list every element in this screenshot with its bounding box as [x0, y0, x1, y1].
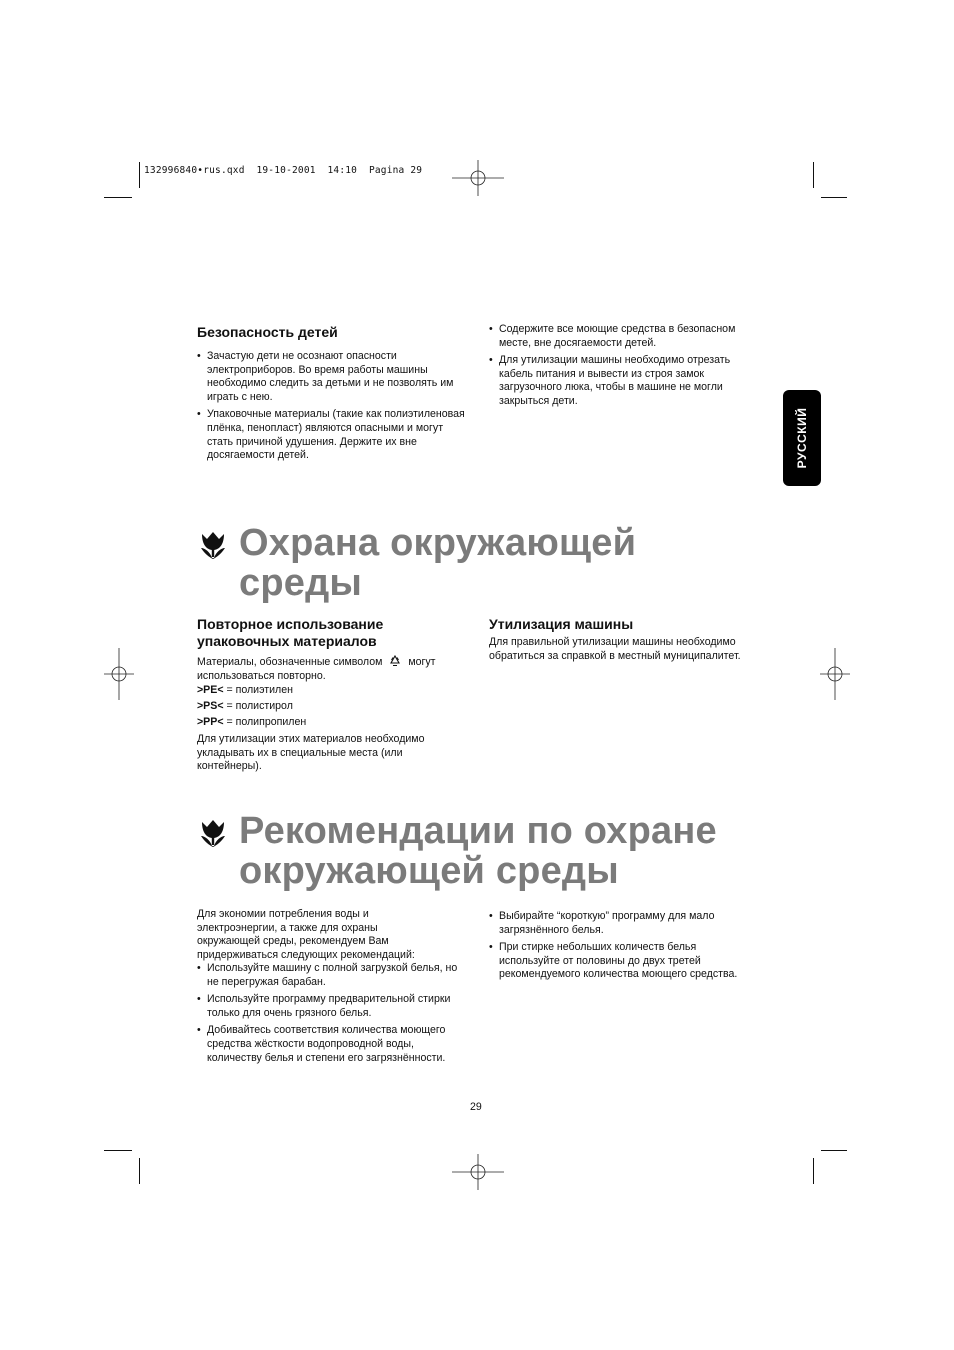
- recycling-heading: [197, 616, 383, 650]
- list-item: • Используйте программу предварительной стирки только для очень грязного белья.: [197, 993, 469, 1020]
- crop-mark: [104, 197, 132, 198]
- title-line: Охрана окружающей: [239, 522, 637, 564]
- tulip-icon: [199, 530, 227, 560]
- intro-text: Материалы, обозначенные символом: [197, 656, 383, 668]
- child-safety-right-list: [489, 323, 757, 413]
- crop-mark: [821, 1150, 847, 1151]
- title-line: окружающей среды: [239, 850, 619, 892]
- registration-mark-icon: [104, 648, 134, 700]
- intro-text: могут использоваться повторно.: [197, 656, 436, 682]
- heading-line: Повторное использование: [197, 616, 384, 632]
- list-item: • Упаковочные материалы (такие как полиэтиленовая плёнка, пенопласт) являются опасными и могут стать причиной удушения. Держите их вне досягаемости детей.: [197, 408, 467, 462]
- material-row: [197, 716, 306, 730]
- material-name: = полистирол: [226, 700, 293, 713]
- material-name: = полиэтилен: [226, 684, 293, 696]
- file-slug: 132996840•rus.qxd 19-10-2001 14:10 Pagina 29: [144, 165, 423, 176]
- language-tab: [783, 390, 821, 486]
- crop-mark: [821, 197, 847, 198]
- material-row: [197, 684, 306, 698]
- env-tips-right-list: [489, 910, 749, 986]
- material-code: >PS<: [197, 700, 224, 713]
- recycling-outro: Для утилизации этих материалов необходимо укладывать их в специальные места (или контейнеры).: [197, 733, 425, 773]
- material-code: >PP<: [197, 716, 224, 729]
- material-name: = полипропилен: [226, 716, 307, 729]
- recycle-icon: [388, 655, 402, 667]
- list-item: • Содержите все моющие средства в безопасном месте, вне досягаемости детей.: [489, 323, 757, 350]
- tulip-icon: [199, 818, 227, 848]
- list-item: • Добивайтесь соответствия количества моющего средства жёсткости водопроводной воды, количеству белья и степени его загрязнённости.: [197, 1024, 469, 1065]
- title-line: среды: [239, 562, 363, 604]
- child-safety-heading: Безопасность детей: [197, 324, 338, 340]
- list-item: • При стирке небольших количеств белья используйте от половины до двух третей рекомендуемого количества моющего средства.: [489, 941, 749, 982]
- heading-line: упаковочных материалов: [197, 633, 377, 649]
- list-item: • Для утилизации машины необходимо отрезать кабель питания и вывести из строя замок загрузочного люка, чтобы в машине не могли закрыться дети.: [489, 354, 757, 408]
- crop-mark: [139, 162, 140, 188]
- crop-mark: [139, 1158, 140, 1184]
- list-item: • Выбирайте “короткую” программу для мало загрязнённого белья.: [489, 910, 749, 937]
- material-code: >PE<: [197, 684, 224, 696]
- language-tab-label: РУССКИЙ: [795, 407, 809, 469]
- env-tips-intro: Для экономии потребления воды и электроэнергии, а также для охраны окружающей среды, рекомендуем Вам придерживаться следующих рекомендаций:: [197, 908, 415, 961]
- env-protection-title: [239, 523, 636, 603]
- materials-list: [197, 684, 306, 732]
- material-row: [197, 700, 306, 714]
- page-number: 29: [470, 1101, 482, 1113]
- recycling-intro: [197, 655, 462, 683]
- list-item: • Зачастую дети не осознают опасности электроприборов. Во время работы машины необходимо следить за детьми и не позволять им играть с нею.: [197, 350, 467, 404]
- env-tips-left-list: [197, 962, 469, 1069]
- disposal-text: Для правильной утилизации машины необходимо обратиться за справкой в местный муниципалитет.: [489, 636, 741, 662]
- title-line: Рекомендации по охране: [239, 810, 717, 852]
- registration-mark-icon: [452, 160, 504, 196]
- child-safety-left-list: [197, 350, 467, 467]
- env-tips-title: [239, 811, 717, 891]
- registration-mark-icon: [820, 648, 850, 700]
- crop-mark: [104, 1150, 132, 1151]
- list-item: • Используйте машину с полной загрузкой белья, но не перегружая барабан.: [197, 962, 469, 989]
- disposal-heading: Утилизация машины: [489, 616, 634, 632]
- crop-mark: [813, 162, 814, 188]
- crop-mark: [813, 1158, 814, 1184]
- registration-mark-icon: [452, 1154, 504, 1190]
